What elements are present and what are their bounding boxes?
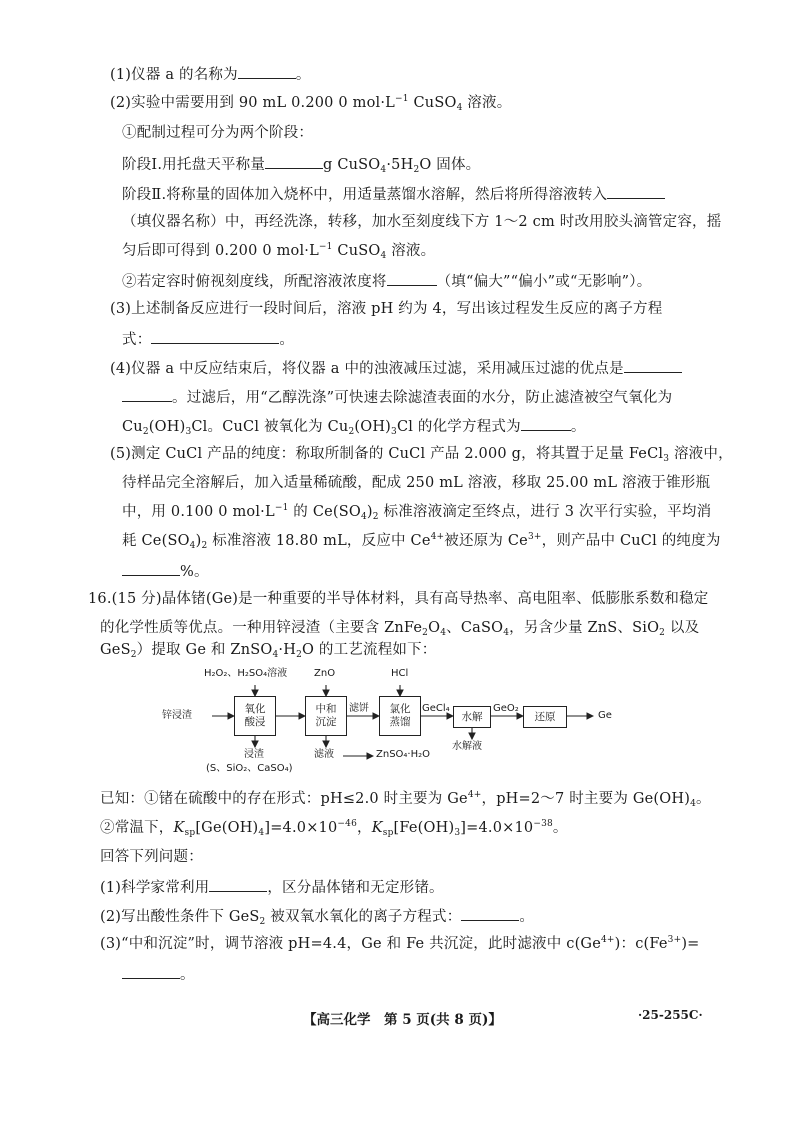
known-1: 已知：①锗在硫酸中的存在形式：pH≤2.0 时主要为 $Ge^{4+}$，pH=2～7 时主要为 $Ge(OH)_4$。 <box>100 790 711 809</box>
page-footer-code: ·25-255C· <box>638 1008 703 1022</box>
step-oxidation-leaching: 氧化酸浸 <box>234 696 276 736</box>
q2-stage2-line3: 匀后即可得到 0.200 0 $mol\cdot L^{-1}$ CuSO$_4$ 溶液。 <box>122 242 436 261</box>
q1-line: (1)仪器 a 的名称为 。 <box>110 63 311 85</box>
answer-blank[interactable] <box>122 386 172 402</box>
answer-blank[interactable] <box>151 328 279 344</box>
answer-blank[interactable] <box>122 963 180 979</box>
q2-sub2: ②若定容时俯视刻度线，所配溶液浓度将 （填“偏大”“偏小”或“无影响”）。 <box>122 270 651 292</box>
q4-line2: 。过滤后，用“乙醇洗涤”可快速去除滤渣表面的水分，防止滤渣被空气氧化为 <box>122 386 672 408</box>
q16-line1: 16.(15 分)晶体锗(Ge)是一种重要的半导体材料，具有高导热率、高电阻率、低膨胀系数和稳定 <box>88 591 709 607</box>
answer-blank[interactable] <box>624 357 682 373</box>
q5-line3: 中，用 0.100 0 $mol\cdot L^{-1}$ 的 $Ce(SO_4)_2$ 标准溶液滴定至终点，进行 3 次平行实验，平均消 <box>122 503 712 522</box>
answer-blank[interactable] <box>265 153 323 169</box>
input-label: 锌浸渣 <box>162 710 192 721</box>
step-chlorination-distillation: 氯化蒸馏 <box>379 696 421 736</box>
q5-line2: 待样品完全溶解后，加入适量稀硫酸，配成 250 mL 溶液，移取 25.00 mL 溶液于锥形瓶 <box>122 475 711 491</box>
answer-blank[interactable] <box>122 560 180 576</box>
q4-line3: $Cu_2(OH)_3Cl$。CuCl 被氧化为 $Cu_2(OH)_3Cl$ 的化学方程式为 。 <box>122 415 586 437</box>
q2-stage2-line1: 阶段Ⅱ.将称量的固体加入烧杯中，用适量蒸馏水溶解，然后将所得溶液转入 <box>122 183 665 205</box>
geo2-label: GeO₂ <box>493 703 519 714</box>
p2-line: (2)写出酸性条件下 GeS$_2$ 被双氧水氧化的离子方程式： 。 <box>100 905 534 927</box>
step-reduction: 还原 <box>523 706 567 728</box>
q2-stage1: 阶段Ⅰ.用托盘天平称量 g $CuSO_4\cdot 5H_2O$ 固体。 <box>122 153 480 175</box>
answer-blank[interactable] <box>461 905 519 921</box>
ge-output-label: Ge <box>598 710 612 721</box>
q3-line2: 式： 。 <box>122 328 294 350</box>
p3-line2: 。 <box>122 963 195 985</box>
answer-blank[interactable] <box>607 183 665 199</box>
known-2: ②常温下，$K_{sp}[Ge(OH)_4]=4.0\times 10^{-46}$，$K_{sp}[Fe(OH)_3]=4.0\times 10^{-38}$。 <box>100 819 568 838</box>
page-footer-title: 【高三化学 第 5 页(共 8 页)】 <box>303 1012 502 1028</box>
reagent3-label: HCl <box>391 668 409 679</box>
q5-line4: 耗 $Ce(SO_4)_2$ 标准溶液 18.80 mL，反应中 $Ce^{4+}$被还原为 $Ce^{3+}$，则产品中 CuCl 的纯度为 <box>122 532 721 551</box>
q16-line2: 的化学性质等优点。一种用锌浸渣（主要含 $ZnFe_2O_4$、CaSO$_4$，另含少量 ZnS、SiO$_2$ 以及 <box>100 620 700 638</box>
p1-line: (1)科学家常利用 ，区分晶体锗和无定形锗。 <box>100 876 444 898</box>
q4-line1: (4)仪器 a 中反应结束后，将仪器 a 中的浊液减压过滤，采用减压过滤的优点是 <box>110 357 682 379</box>
answer-heading: 回答下列问题： <box>100 849 203 865</box>
q3-line1: (3)上述制备反应进行一段时间后，溶液 pH 约为 4，写出该过程发生反应的离子方程 <box>110 301 663 317</box>
answer-blank[interactable] <box>209 876 267 892</box>
answer-blank[interactable] <box>521 415 571 431</box>
q2-intro: (2)实验中需要用到 90 mL 0.200 0 $mol\cdot L^{-1}$ CuSO$_4$ 溶液。 <box>110 94 512 113</box>
q5-line1: (5)测定 CuCl 产品的纯度：称取所制备的 CuCl 产品 2.000 g，将其置于足量 FeCl$_3$ 溶液中， <box>110 446 733 464</box>
residue-composition: (S、SiO₂、CaSO₄) <box>206 763 293 774</box>
product-label: ZnSO₄·H₂O <box>376 749 430 760</box>
q2-sub1: ①配制过程可分为两个阶段： <box>122 125 314 141</box>
answer-blank[interactable] <box>238 63 296 79</box>
answer-blank[interactable] <box>387 270 437 286</box>
q2-stage2-line2: （填仪器名称）中，再经洗涤，转移，加水至刻度线下方 1～2 cm 时改用胶头滴管定容，摇 <box>122 214 722 230</box>
step-hydrolysis: 水解 <box>453 706 491 728</box>
residue-label: 浸渣 <box>244 749 264 760</box>
filter-cake-label: 滤饼 <box>349 703 369 714</box>
reagent1-label: H₂O₂、H₂SO₄溶液 <box>204 668 288 679</box>
process-flow-diagram <box>160 663 630 781</box>
filtrate-label: 滤液 <box>314 749 334 760</box>
step-neutralization-precipitation: 中和沉淀 <box>305 696 347 736</box>
q5-line5: %。 <box>122 560 209 582</box>
p3-line1: (3)“中和沉淀”时，调节溶液 pH=4.4，Ge 和 Fe 共沉淀，此时滤液中 $c(Ge^{4+})$：$c(Fe^{3+})=$ <box>100 935 700 952</box>
q16-line3: GeS$_2$）提取 Ge 和 $ZnSO_4\cdot H_2O$ 的工艺流程如下： <box>100 642 437 660</box>
hydrolysis-liquid-label: 水解液 <box>452 741 482 752</box>
reagent2-label: ZnO <box>314 668 336 679</box>
gecl4-label: GeCl₄ <box>422 703 450 714</box>
